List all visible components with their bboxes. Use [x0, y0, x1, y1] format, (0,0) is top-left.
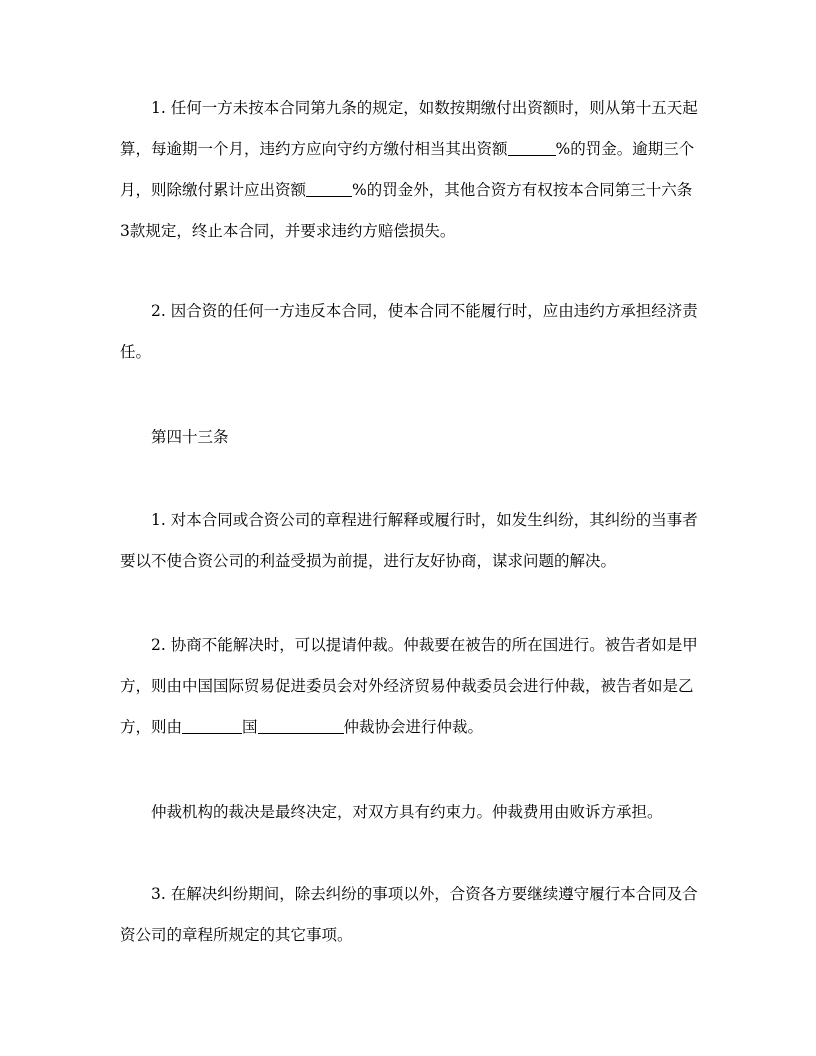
blank-field-arbitration-association	[258, 718, 344, 735]
paragraph-dispute-negotiation: 1. 对本合同或合资公司的章程进行解释或履行时，如发生纠纷，其纠纷的当事者要以不使合资公司的利益受损为前提，进行友好协商，谋求问题的解决。	[120, 511, 698, 570]
blank-field-penalty-rate	[508, 140, 556, 157]
paragraph-text: %的罚金外，其他合资方有权按本合同第三十六条3款规定，终止本合同，并要求违约方赔偿损失。	[120, 181, 693, 240]
article-heading: 第四十三条	[151, 428, 229, 446]
paragraph-text: %的罚金。逾期三个月，则除缴付累计应出资额	[120, 140, 695, 199]
paragraph-text: 1. 任何一方未按本合同第九条的规定，如数按期缴付出资额时，则从第十五天起算，每逾期一个月，违约方应向守约方缴付相当其出资额	[120, 99, 698, 158]
paragraph-text: 国	[242, 718, 258, 736]
paragraph-continued-performance: 3. 在解决纠纷期间，除去纠纷的事项以外，合资各方要继续遵守履行本合同及合资公司的章程所规定的其它事项。	[120, 885, 698, 944]
blank-field-country	[182, 718, 242, 735]
paragraph-breach-liability: 2. 因合资的任何一方违反本合同，使本合同不能履行时，应由违约方承担经济责任。	[120, 302, 698, 361]
paragraph-penalty-late-contribution	[120, 88, 700, 252]
paragraph-text: 仲裁协会进行仲裁。	[343, 718, 484, 736]
blank-field-cumulative-penalty-rate	[306, 181, 352, 198]
paragraph-arbitration-ruling: 仲裁机构的裁决是最终决定，对双方具有约束力。仲裁费用由败诉方承担。	[151, 803, 663, 821]
paragraph-arbitration	[120, 625, 700, 748]
paragraph-text: 2. 协商不能解决时，可以提请仲裁。仲裁要在被告的所在国进行。被告者如是甲方，则由中国国际贸易促进委员会对外经济贸易仲裁委员会进行仲裁，被告者如是乙方，则由	[120, 636, 698, 736]
